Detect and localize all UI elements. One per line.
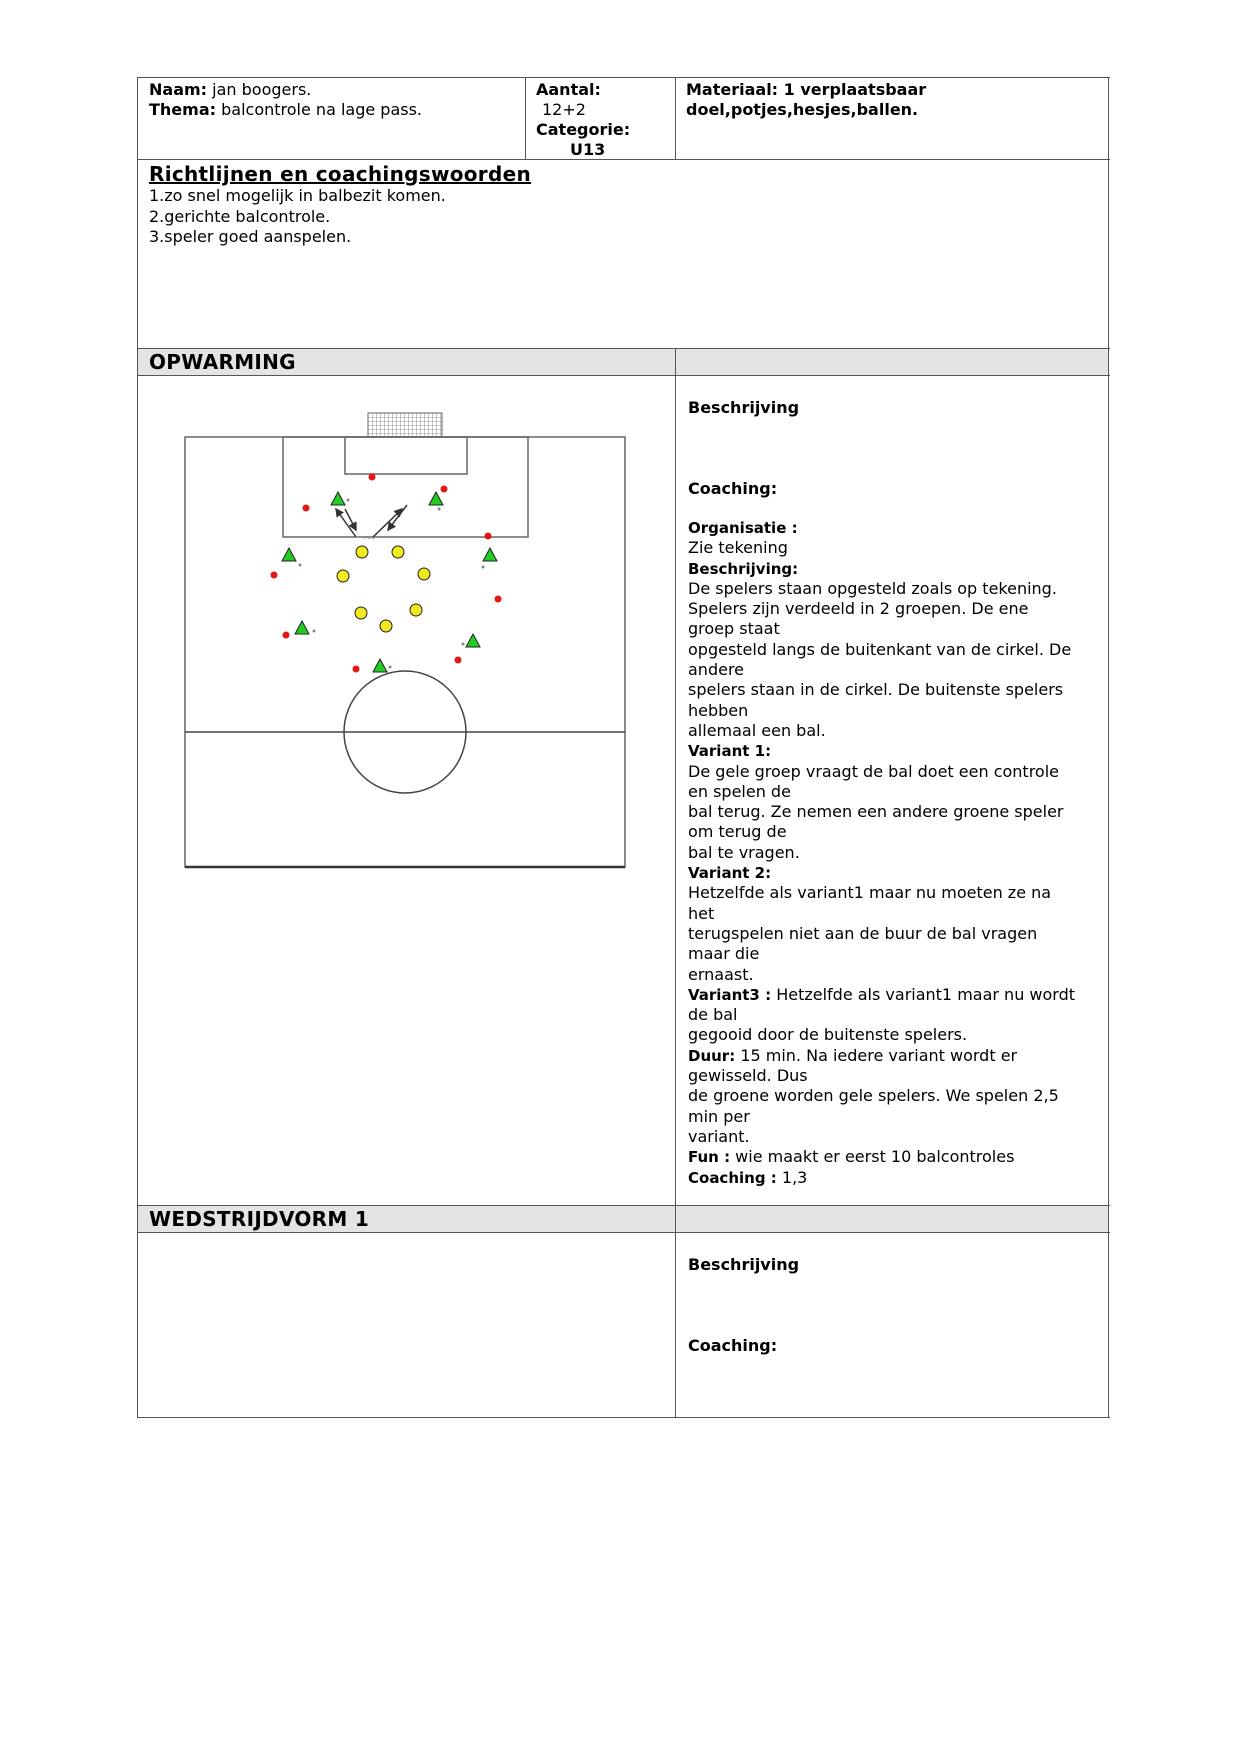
divider-header (137, 159, 1110, 160)
wedstrijdvorm-coaching-label: Coaching: (688, 1336, 778, 1355)
variant1-line: bal te vragen. (688, 842, 800, 862)
variant3-line: gegooid door de buitenste spelers. (688, 1025, 968, 1045)
beschrijving-line: De spelers staan opgesteld zoals op tekening. (688, 578, 1057, 598)
variant2-label: Variant 2: (688, 864, 772, 883)
coaching-label: Coaching : (688, 1168, 777, 1187)
ball (283, 632, 290, 639)
variant1-line: om terug de (688, 822, 787, 842)
yellow-player (418, 568, 430, 580)
green-player (282, 548, 296, 561)
divider-richtlijnen (137, 348, 1110, 349)
richtlijn-item-3: 3.speler goed aanspelen. (149, 227, 352, 246)
divider-opwarming-title (137, 375, 1110, 376)
variant2-line: het (688, 903, 715, 923)
variant3-line (688, 985, 1108, 1005)
variant3-first: Hetzelfde als variant1 maar nu wordt (776, 984, 1076, 1004)
table-border-left (137, 77, 138, 1418)
variant2-line: terugspelen niet aan de buur de bal vragen (688, 923, 1038, 943)
categorie-value: U13 (570, 140, 606, 159)
wedstrijdvorm-title: WEDSTRIJDVORM 1 (149, 1207, 370, 1231)
ball (485, 533, 492, 540)
variant1-line: bal terug. Ze nemen een andere groene speler (688, 802, 1064, 822)
player-marker (299, 564, 302, 567)
variant2-line: Hetzelfde als variant1 maar nu moeten ze na (688, 883, 1052, 903)
green-player (466, 634, 480, 647)
yellow-player (355, 607, 367, 619)
player-marker (438, 508, 441, 511)
goal-net (368, 413, 442, 437)
player-marker (347, 499, 350, 502)
duur-label: Duur: (688, 1046, 736, 1065)
coaching-value: 1,3 (781, 1167, 808, 1187)
pitch-outline (185, 437, 625, 867)
ball (495, 596, 502, 603)
naam-label: Naam: (149, 80, 208, 99)
fun-label: Fun : (688, 1148, 731, 1167)
aantal-label: Aantal: (536, 80, 601, 99)
thema-line (149, 100, 422, 120)
duur-line: de groene worden gele spelers. We spelen 2,5 (688, 1086, 1059, 1106)
fun-value: wie maakt er eerst 10 balcontroles (735, 1147, 1015, 1167)
naam-line (149, 80, 311, 100)
pass-arrow (388, 505, 407, 530)
variant3-label: Variant3 : (688, 985, 772, 1004)
beschrijving-line: Spelers zijn verdeeld in 2 groepen. De ene (688, 599, 1029, 619)
header-col-divider-2 (675, 77, 676, 160)
pass-arrow (345, 509, 356, 530)
variant2-line: maar die (688, 944, 760, 964)
wedstrijd-col-divider (675, 1205, 676, 1418)
duur-first: 15 min. Na iedere variant wordt er (740, 1045, 1018, 1065)
beschrijving-line: allemaal een bal. (688, 720, 826, 740)
richtlijn-item-2: 2.gerichte balcontrole. (149, 207, 331, 226)
green-player (331, 492, 345, 505)
pass-arrow (373, 509, 402, 537)
opwarming-coaching-label: Coaching: (688, 479, 778, 498)
green-player (295, 621, 309, 634)
aantal-value: 12+2 (542, 100, 586, 119)
duur-line: gewisseld. Dus (688, 1066, 808, 1086)
player-marker (462, 643, 465, 646)
player-marker (389, 666, 392, 669)
organisatie-label: Organisatie : (688, 519, 798, 537)
beschrijving-line: spelers staan in de cirkel. De buitenste spelers (688, 680, 1064, 700)
green-player (429, 492, 443, 505)
ball (369, 474, 376, 481)
categorie-label: Categorie: (536, 120, 631, 139)
thema-value: balcontrole na lage pass. (221, 100, 423, 119)
duur-line: min per (688, 1106, 750, 1126)
fun-line (688, 1147, 1108, 1167)
wedstrijdvorm-beschrijving-label: Beschrijving (688, 1255, 800, 1274)
goal-area (345, 437, 467, 474)
ball (441, 486, 448, 493)
green-player (483, 548, 497, 561)
duur-line: variant. (688, 1126, 750, 1146)
variant3-line: de bal (688, 1005, 738, 1025)
materiaal-line-1: Materiaal: 1 verplaatsbaar (686, 80, 927, 99)
ball (353, 666, 360, 673)
variant1-line: De gele groep vraagt de bal doet een controle (688, 761, 1059, 781)
duur-line (688, 1046, 1108, 1066)
yellow-player (356, 546, 368, 558)
ball (303, 505, 310, 512)
materiaal-line-2: doel,potjes,hesjes,ballen. (686, 100, 919, 119)
variant2-line: ernaast. (688, 964, 754, 984)
beschrijving-label: Beschrijving: (688, 559, 799, 578)
richtlijnen-title: Richtlijnen en coachingswoorden (149, 162, 531, 186)
penalty-area (283, 437, 528, 537)
coaching-line (688, 1168, 1108, 1188)
naam-value: jan boogers. (212, 80, 312, 99)
beschrijving-line: andere (688, 660, 745, 680)
beschrijving-line: groep staat (688, 619, 780, 639)
organisatie-value: Zie tekening (688, 538, 788, 558)
header-col-divider-1 (525, 77, 526, 160)
player-marker (313, 630, 316, 633)
player-marker (482, 566, 485, 569)
yellow-player (380, 620, 392, 632)
table-border-top (137, 77, 1110, 78)
yellow-player (392, 546, 404, 558)
variant1-line: en spelen de (688, 781, 791, 801)
yellow-player (337, 570, 349, 582)
divider-wedstrijd-title (137, 1232, 1110, 1233)
ball (271, 572, 278, 579)
yellow-player (410, 604, 422, 616)
opwarming-beschrijving-label: Beschrijving (688, 398, 800, 417)
divider-opwarming-end (137, 1205, 1110, 1206)
opwarming-title: OPWARMING (149, 350, 296, 374)
ball (455, 657, 462, 664)
exercise-diagram (180, 405, 630, 875)
green-player (373, 659, 387, 672)
thema-label: Thema: (149, 100, 217, 119)
variant1-label: Variant 1: (688, 742, 772, 761)
beschrijving-line: hebben (688, 700, 749, 720)
opwarming-description (688, 518, 1108, 1188)
richtlijn-item-1: 1.zo snel mogelijk in balbezit komen. (149, 186, 446, 205)
table-border-bottom (137, 1417, 1110, 1418)
table-border-right (1108, 77, 1109, 1418)
beschrijving-line: opgesteld langs de buitenkant van de cirkel. De (688, 639, 1072, 659)
opwarming-col-divider (675, 348, 676, 1206)
